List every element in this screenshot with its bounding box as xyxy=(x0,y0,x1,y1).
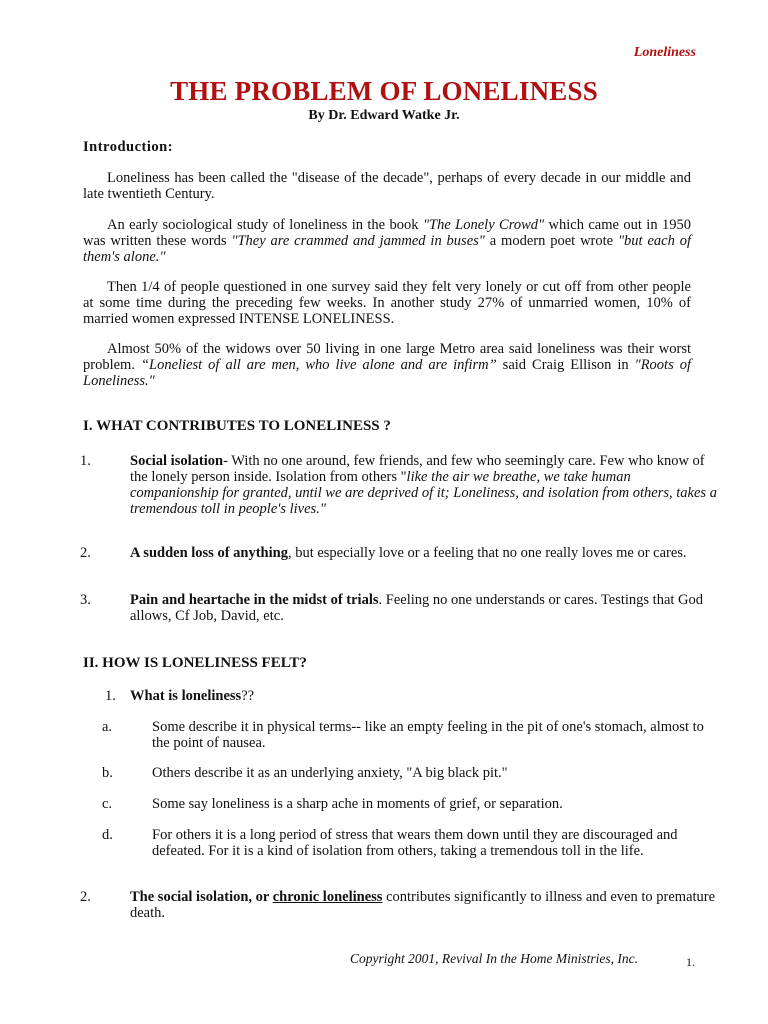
intro-paragraph-2 xyxy=(83,217,691,265)
item-number: 1. xyxy=(105,688,116,704)
item-text: contributes significantly to illness and even to premature death. xyxy=(130,889,716,921)
subitem-c xyxy=(102,796,720,812)
quote-alone: "but each of them's alone." xyxy=(83,233,691,265)
book-title-roots: "Roots of Loneliness." xyxy=(83,357,692,389)
section-2-item-2 xyxy=(80,889,720,921)
item-tail: ?? xyxy=(241,688,255,704)
item-number: 3. xyxy=(80,592,91,608)
subitem-text: Others describe it as an underlying anxiety, "A big black pit." xyxy=(152,765,508,781)
item-bold-label: A sudden loss of anything xyxy=(130,545,288,561)
intro-paragraph-4 xyxy=(83,341,691,389)
item-number: 2. xyxy=(80,889,91,905)
subitem-letter: c. xyxy=(102,796,113,812)
section-1-item-2 xyxy=(80,545,720,561)
subitem-text: For others it is a long period of stress that wears them down until they are discouraged and defeated. For it is a kind of isolation from others, taking a tremendous toll in the life. xyxy=(152,827,678,859)
subitem-text: Some describe it in physical terms-- like an empty feeling in the pit of one's stomach, almost to the point of nausea. xyxy=(152,719,704,751)
item-text: - With no one around, few friends, and few who seemingly care. Few who know of the lonely person inside. Isolation from others " xyxy=(130,453,705,485)
copyright-footer: Copyright 2001, Revival In the Home Ministries, Inc. xyxy=(350,951,638,966)
quote-loneliest: “Loneliest of all are men, who live alone and are infirm” xyxy=(140,357,497,373)
subitem-letter: d. xyxy=(102,827,113,843)
item-text: . Feeling no one understands or cares. Testings that God allows, Cf Job, David, etc. xyxy=(130,592,704,624)
subitem-letter: a. xyxy=(102,719,113,735)
intro-paragraph-1-text: Loneliness has been called the "disease of the decade", perhaps of every decade in our middle and late twentieth Century. xyxy=(83,170,691,202)
item-number: 1. xyxy=(80,453,91,469)
section-1-item-3 xyxy=(80,592,720,624)
item-quote: like the air we breathe, we take human companionship for granted, until we are deprived of it; Loneliness, and isolation from others, takes a tremendous toll in people's lives." xyxy=(130,469,717,517)
subitem-b xyxy=(102,765,720,781)
item-bold-label: What is loneliness xyxy=(130,688,242,704)
intro-heading: Introduction: xyxy=(83,139,174,155)
page-number: 1. xyxy=(686,955,695,969)
subitem-letter: b. xyxy=(102,765,113,781)
underlined-term: chronic loneliness xyxy=(272,889,383,905)
author-byline: By Dr. Edward Watke Jr. xyxy=(308,108,460,123)
p2-text-c: which came out in 1950 was written these words xyxy=(83,217,691,249)
subitem-d xyxy=(102,827,720,859)
subitem-text: Some say loneliness is a sharp ache in moments of grief, or separation. xyxy=(152,796,563,812)
intro-paragraph-1 xyxy=(83,170,691,202)
item-bold-label: Social isolation xyxy=(130,453,224,469)
item-text: , but especially love or a feeling that no one really loves me or cares. xyxy=(287,545,687,561)
subitem-a xyxy=(102,719,720,751)
section-1-item-1 xyxy=(80,453,720,517)
item-bold-label: Pain and heartache in the midst of trials xyxy=(130,592,379,608)
intro-paragraph-3-text: Then 1/4 of people questioned in one survey said they felt very lonely or cut off from other people at some time during the preceding few weeks. In another study 27% of unmarried women, 10% of married women expressed INTENSE LONELINESS. xyxy=(83,279,691,327)
p4-text-c: said Craig Ellison in xyxy=(496,357,635,373)
book-title-lonely-crowd: "The Lonely Crowd" xyxy=(422,217,545,233)
quote-crammed: "They are crammed and jammed in buses" xyxy=(231,233,485,249)
section-2-item-1 xyxy=(105,688,695,704)
section-2-heading: II. HOW IS LONELINESS FELT? xyxy=(83,655,307,671)
p4-text-a: Almost 50% of the widows over 50 living in one large Metro area said loneliness was their worst problem. xyxy=(83,341,691,373)
running-head: Loneliness xyxy=(633,45,696,60)
intro-paragraph-3 xyxy=(83,279,691,327)
p2-text-e: a modern poet wrote xyxy=(484,233,618,249)
document-title: THE PROBLEM OF LONELINESS xyxy=(170,76,598,106)
section-1-heading: I. WHAT CONTRIBUTES TO LONELINESS ? xyxy=(83,418,391,434)
item-bold-label: The social isolation, or xyxy=(130,889,273,905)
p2-text-a: An early sociological study of loneliness in the book xyxy=(107,217,423,233)
item-number: 2. xyxy=(80,545,91,561)
